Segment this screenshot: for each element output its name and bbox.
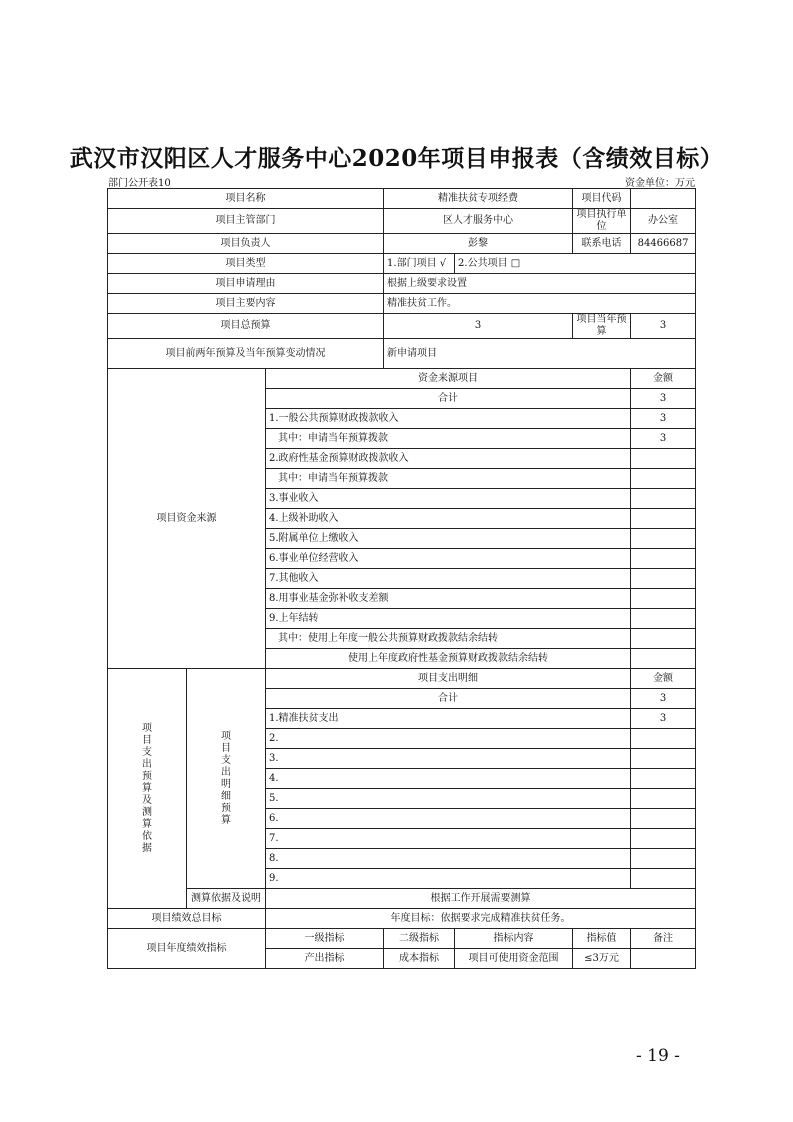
header-funding-item: 资金来源项目 (266, 369, 631, 389)
row-budget-change (108, 339, 696, 369)
table-number: 部门公开表10 (108, 178, 171, 189)
row-budget (108, 314, 696, 339)
expense-amount (631, 749, 696, 769)
label-calc-basis: 测算依据及说明 (187, 889, 266, 909)
funding-amount: 3 (631, 389, 696, 409)
value-content: 精准扶贫工作。 (384, 294, 696, 314)
option-dept-project: 1.部门项目 √ (384, 254, 455, 274)
label-department: 项目主管部门 (108, 209, 384, 234)
label-content: 项目主要内容 (108, 294, 384, 314)
indicator-header: 一级指标 (266, 929, 384, 949)
indicator-header: 二级指标 (384, 929, 455, 949)
funding-amount (631, 629, 696, 649)
expense-item: 3. (266, 749, 631, 769)
value-project-code (631, 189, 696, 209)
expense-item: 9. (266, 869, 631, 889)
label-total-budget: 项目总预算 (108, 314, 384, 339)
expense-item: 1.精准扶贫支出 (266, 709, 631, 729)
expense-amount (631, 729, 696, 749)
funding-item: 使用上年度政府性基金预算财政拨款结余结转 (266, 649, 631, 669)
indicator-cell: ≤3万元 (573, 949, 631, 969)
row-project-name (108, 189, 696, 209)
header-funding-amount: 金额 (631, 369, 696, 389)
indicator-header: 指标值 (573, 929, 631, 949)
funding-amount (631, 609, 696, 629)
funding-amount: 3 (631, 409, 696, 429)
value-total-budget: 3 (384, 314, 573, 339)
funding-amount (631, 489, 696, 509)
funding-item: 9.上年结转 (266, 609, 631, 629)
expense-amount: 3 (631, 709, 696, 729)
indicator-cell (631, 949, 696, 969)
funding-amount (631, 569, 696, 589)
label-budget-change: 项目前两年预算及当年预算变动情况 (108, 339, 384, 369)
funding-item: 6.事业单位经营收入 (266, 549, 631, 569)
expense-item: 4. (266, 769, 631, 789)
label-project-type: 项目类型 (108, 254, 384, 274)
funding-item: 2.政府性基金预算财政拨款收入 (266, 449, 631, 469)
funding-amount (631, 649, 696, 669)
expense-item: 2. (266, 729, 631, 749)
funding-amount: 3 (631, 429, 696, 449)
expense-amount (631, 789, 696, 809)
funding-item: 其中：申请当年预算拨款 (266, 429, 631, 449)
funding-item: 7.其他收入 (266, 569, 631, 589)
funding-item: 5.附属单位上缴收入 (266, 529, 631, 549)
expense-amount (631, 829, 696, 849)
expense-header-row (108, 669, 696, 689)
indicator-cell: 项目可使用资金范围 (455, 949, 573, 969)
expense-item: 5. (266, 789, 631, 809)
funding-header-row (108, 369, 696, 389)
value-phone: 84466687 (631, 234, 696, 254)
funding-item: 8.用事业基金弥补收支差额 (266, 589, 631, 609)
row-reason (108, 274, 696, 294)
funding-item: 合计 (266, 389, 631, 409)
label-phone: 联系电话 (573, 234, 631, 254)
indicator-header: 指标内容 (455, 929, 573, 949)
funding-item: 3.事业收入 (266, 489, 631, 509)
label-expense-outer: 项 目 支 出 预 算 及 测 算 依 据 (108, 669, 187, 909)
value-current-budget: 3 (631, 314, 696, 339)
label-annual-indicators: 项目年度绩效指标 (108, 929, 266, 969)
label-exec-unit: 项目执行单位 (573, 209, 631, 234)
page-number: - 19 - (636, 1046, 680, 1066)
value-performance-goal: 年度目标：依据要求完成精准扶贫任务。 (266, 909, 696, 929)
expense-item: 6. (266, 809, 631, 829)
row-department (108, 209, 696, 234)
value-exec-unit: 办公室 (631, 209, 696, 234)
label-expense-inner: 项 目 支 出 明 细 预 算 (187, 669, 266, 889)
label-reason: 项目申请理由 (108, 274, 384, 294)
value-leader: 彭黎 (384, 234, 573, 254)
unit-note: 资金单位：万元 (625, 178, 695, 189)
funding-amount (631, 529, 696, 549)
label-project-name: 项目名称 (108, 189, 384, 209)
expense-basis-row (108, 889, 696, 909)
application-form-table (107, 188, 696, 969)
performance-header-row (108, 929, 696, 949)
label-leader: 项目负责人 (108, 234, 384, 254)
funding-amount (631, 449, 696, 469)
funding-amount (631, 509, 696, 529)
funding-item: 4.上级补助收入 (266, 509, 631, 529)
expense-item: 8. (266, 849, 631, 869)
funding-item: 其中：使用上年度一般公共预算财政拨款结余结转 (266, 629, 631, 649)
indicator-header: 备注 (631, 929, 696, 949)
funding-amount (631, 589, 696, 609)
header-expense-item: 项目支出明细 (266, 669, 631, 689)
option-public-project: 2.公共项目 □ (455, 254, 696, 274)
label-funding-source: 项目资金来源 (108, 369, 266, 669)
value-department: 区人才服务中心 (384, 209, 573, 234)
expense-amount (631, 769, 696, 789)
value-calc-basis: 根据工作开展需要测算 (266, 889, 696, 909)
expense-item: 7. (266, 829, 631, 849)
funding-amount (631, 469, 696, 489)
label-current-budget: 项目当年预算 (573, 314, 631, 339)
indicator-cell: 成本指标 (384, 949, 455, 969)
header-expense-amount: 金额 (631, 669, 696, 689)
indicator-cell: 产出指标 (266, 949, 384, 969)
expense-amount (631, 809, 696, 829)
row-leader (108, 234, 696, 254)
expense-amount (631, 849, 696, 869)
funding-item: 其中：申请当年预算拨款 (266, 469, 631, 489)
row-project-type (108, 254, 696, 274)
document-title: 武汉市汉阳区人才服务中心2020年项目申报表（含绩效目标） (69, 145, 724, 172)
expense-item: 合计 (266, 689, 631, 709)
row-content (108, 294, 696, 314)
value-reason: 根据上级要求设置 (384, 274, 696, 294)
value-budget-change: 新申请项目 (384, 339, 696, 369)
label-performance-goal: 项目绩效总目标 (108, 909, 266, 929)
funding-amount (631, 549, 696, 569)
performance-goal-row (108, 909, 696, 929)
expense-amount (631, 869, 696, 889)
label-project-code: 项目代码 (573, 189, 631, 209)
funding-item: 1.一般公共预算财政拨款收入 (266, 409, 631, 429)
expense-amount: 3 (631, 689, 696, 709)
value-project-name: 精准扶贫专项经费 (384, 189, 573, 209)
